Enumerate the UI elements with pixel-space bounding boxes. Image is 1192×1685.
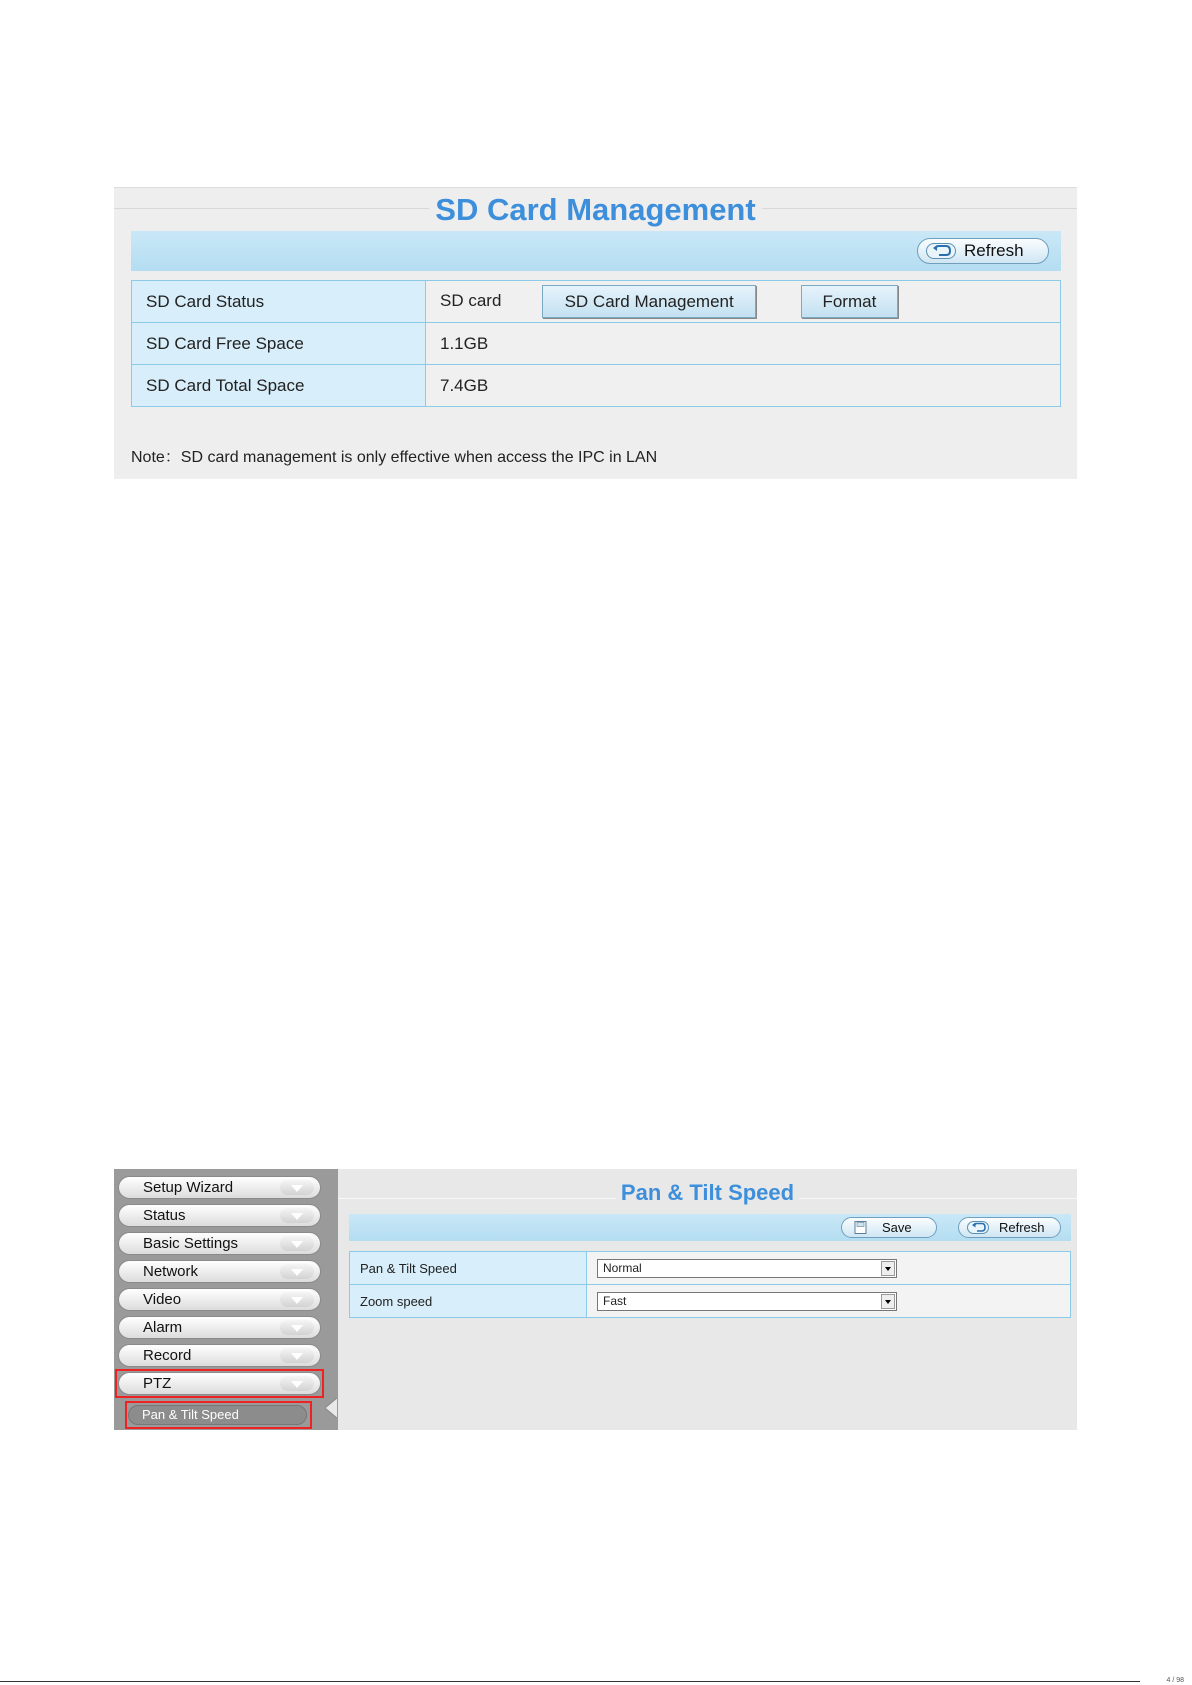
select-value: Normal: [603, 1260, 642, 1275]
sidebar-item-basic-settings[interactable]: [118, 1232, 321, 1255]
pan-tilt-highlight-box: [125, 1401, 312, 1429]
zoom-speed-select[interactable]: [597, 1292, 897, 1311]
chevron-down-icon: [280, 1236, 314, 1251]
refresh-label: Refresh: [964, 241, 1024, 260]
table-row: [350, 1252, 1071, 1285]
refresh-button[interactable]: [917, 238, 1049, 264]
panel-title: SD Card Management: [114, 192, 1077, 228]
pointer-caret-icon: [325, 1398, 337, 1418]
sidebar-item-network[interactable]: [118, 1260, 321, 1283]
sidebar-item-label: Network: [143, 1263, 199, 1280]
panel-title: Pan & Tilt Speed: [338, 1180, 1077, 1206]
table-row: [132, 281, 1061, 323]
sd-info-table: [131, 280, 1061, 407]
pan-tilt-speed-select[interactable]: [597, 1259, 897, 1278]
total-space-value: 7.4GB: [426, 365, 1061, 407]
refresh-label: Refresh: [999, 1220, 1045, 1235]
ptz-highlight-box: [115, 1369, 324, 1398]
row-label: SD Card Total Space: [132, 365, 426, 407]
sd-card-management-panel: [114, 187, 1077, 479]
select-value: Fast: [603, 1293, 627, 1308]
save-label: Save: [882, 1220, 912, 1235]
sidebar-item-label: PTZ: [143, 1375, 172, 1392]
ptz-settings-table: [349, 1251, 1071, 1318]
table-row: [132, 323, 1061, 365]
row-label: SD Card Free Space: [132, 323, 426, 365]
sidebar-item-label: Setup Wizard: [143, 1179, 234, 1196]
dropdown-arrow-icon[interactable]: [881, 1294, 895, 1309]
row-value-cell: [587, 1252, 1071, 1285]
sidebar-item-status[interactable]: [118, 1204, 321, 1227]
refresh-arrow-icon: [926, 243, 956, 259]
sd-card-management-button[interactable]: SD Card Management: [542, 285, 756, 318]
chevron-down-icon: [280, 1320, 314, 1335]
sidebar-item-record[interactable]: [118, 1344, 321, 1367]
ptz-content: [338, 1169, 1077, 1430]
sidebar-item-label: Video: [143, 1291, 182, 1308]
row-value-cell: [426, 281, 1061, 323]
free-space-value: 1.1GB: [426, 323, 1061, 365]
save-icon: [850, 1221, 872, 1234]
dropdown-arrow-icon[interactable]: [881, 1261, 895, 1276]
sd-status-value: SD card: [440, 290, 502, 310]
toolbar: [131, 231, 1061, 271]
row-label: Pan & Tilt Speed: [350, 1252, 587, 1285]
ptz-settings-panel: [114, 1169, 1077, 1430]
sidebar-item-label: Basic Settings: [143, 1235, 239, 1252]
toolbar: [349, 1214, 1071, 1241]
sidebar-subitem-pan-tilt-speed[interactable]: Pan & Tilt Speed: [128, 1405, 307, 1425]
sidebar-item-video[interactable]: [118, 1288, 321, 1311]
sidebar-item-label: Alarm: [143, 1319, 183, 1336]
sidebar-item-label: Status: [143, 1207, 186, 1224]
chevron-down-icon: [280, 1208, 314, 1223]
page-number: 4 / 98: [1166, 1677, 1184, 1684]
refresh-button[interactable]: [958, 1217, 1061, 1238]
chevron-down-icon: [280, 1180, 314, 1195]
format-button[interactable]: Format: [801, 285, 898, 318]
row-label: Zoom speed: [350, 1285, 587, 1318]
table-row: [350, 1285, 1071, 1318]
sidebar-item-alarm[interactable]: [118, 1316, 321, 1339]
chevron-down-icon: [280, 1292, 314, 1307]
refresh-arrow-icon: [967, 1221, 989, 1234]
chevron-down-icon: [280, 1348, 314, 1363]
sidebar-item-label: Record: [143, 1347, 192, 1364]
table-row: [132, 365, 1061, 407]
save-button[interactable]: [841, 1217, 937, 1238]
row-label: SD Card Status: [132, 281, 426, 323]
sidebar-item-setup-wizard[interactable]: [118, 1176, 321, 1199]
chevron-down-icon: [280, 1264, 314, 1279]
note-text: Note：SD card management is only effective when access the IPC in LAN: [131, 449, 658, 466]
footer-rule: [0, 1681, 1140, 1682]
sidebar: [114, 1169, 338, 1430]
row-value-cell: [587, 1285, 1071, 1318]
